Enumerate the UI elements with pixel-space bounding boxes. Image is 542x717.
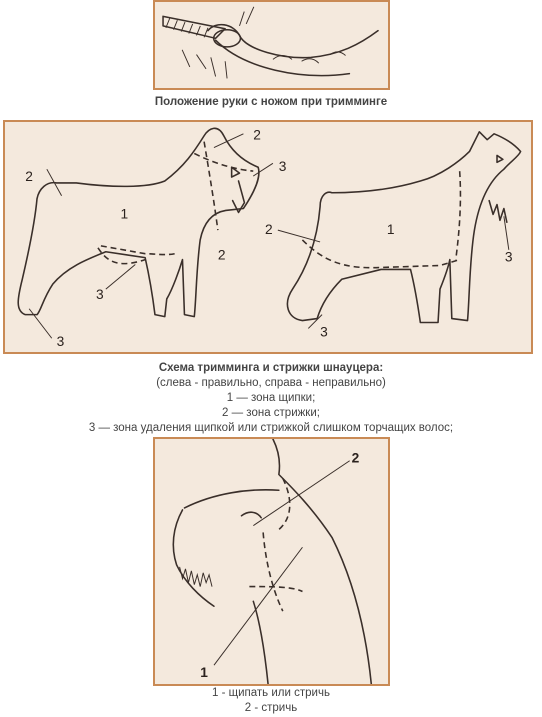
left-label-3-foot: 3	[56, 334, 65, 350]
left-dog-beard	[233, 181, 245, 212]
head-caption-1: 1 - щипать или стричь	[212, 687, 330, 699]
head-back-neck-outline	[273, 439, 371, 684]
head-leader-1	[214, 547, 302, 665]
left-dog-correct	[18, 128, 287, 349]
schnauzer-head-drawing	[155, 439, 388, 684]
left-leader-2-top	[214, 134, 243, 148]
scheme-title: Схема тримминга и стрижки шнауцера:	[158, 362, 384, 374]
left-leader-3-leg	[106, 265, 135, 290]
right-label-3-foot: 3	[320, 324, 328, 340]
right-label-1: 1	[386, 222, 395, 238]
top-caption: Положение руки с ножом при тримминге	[154, 96, 388, 108]
schnauzer-scheme-drawing	[5, 122, 531, 352]
right-dog-body	[287, 132, 520, 323]
left-label-3-leg: 3	[95, 286, 104, 302]
head-label-1: 1	[200, 665, 208, 681]
scheme-legend-3: 3 — зона удаления щипкой или стрижкой слишком торчащих волос;	[88, 422, 454, 434]
scheme-subtitle: (слева - правильно, справа - неправильно)	[156, 377, 386, 389]
head-cheek-dash	[263, 532, 283, 611]
left-leader-3-foot	[29, 309, 52, 338]
right-label-3: 3	[504, 249, 513, 265]
hand-finger-outline	[208, 25, 378, 58]
trimming-knife	[163, 16, 225, 38]
left-label-2-neck: 2	[217, 247, 226, 263]
head-top-outline	[184, 490, 278, 508]
left-label-3-head: 3	[278, 159, 287, 175]
right-dog-eye	[497, 155, 503, 162]
scheme-legend-2: 2 — зона стрижки;	[222, 407, 320, 419]
head-caption-2: 2 - стричь	[244, 702, 298, 714]
beard-hair	[180, 567, 212, 587]
right-dog-belly-dash	[302, 240, 459, 268]
head-ear-dash	[279, 478, 290, 529]
schnauzer-scheme	[3, 120, 533, 354]
right-leader-2	[278, 230, 320, 242]
scheme-legend-1: 1 — зона щипки;	[226, 392, 316, 404]
muzzle-outline	[173, 510, 214, 606]
left-dog-body	[18, 128, 259, 316]
head-label-2: 2	[351, 450, 360, 466]
throat-outline	[253, 601, 268, 684]
hand-knife-drawing	[155, 2, 388, 88]
thumb-nail	[214, 30, 241, 47]
head-leader-2	[253, 461, 349, 526]
left-dog-head-dash	[194, 153, 253, 171]
hand-knife-illustration	[153, 0, 390, 90]
right-dog-neck-dash	[456, 171, 461, 259]
left-leader-3-head	[253, 163, 273, 176]
left-label-2: 2	[25, 168, 33, 184]
head-throat-dash	[249, 587, 302, 592]
left-label-2-top: 2	[253, 127, 261, 143]
right-label-2: 2	[265, 222, 273, 238]
right-dog-incorrect	[265, 132, 521, 339]
eyebrow	[242, 512, 262, 518]
schnauzer-head-illustration	[153, 437, 390, 686]
left-label-1: 1	[120, 206, 129, 222]
